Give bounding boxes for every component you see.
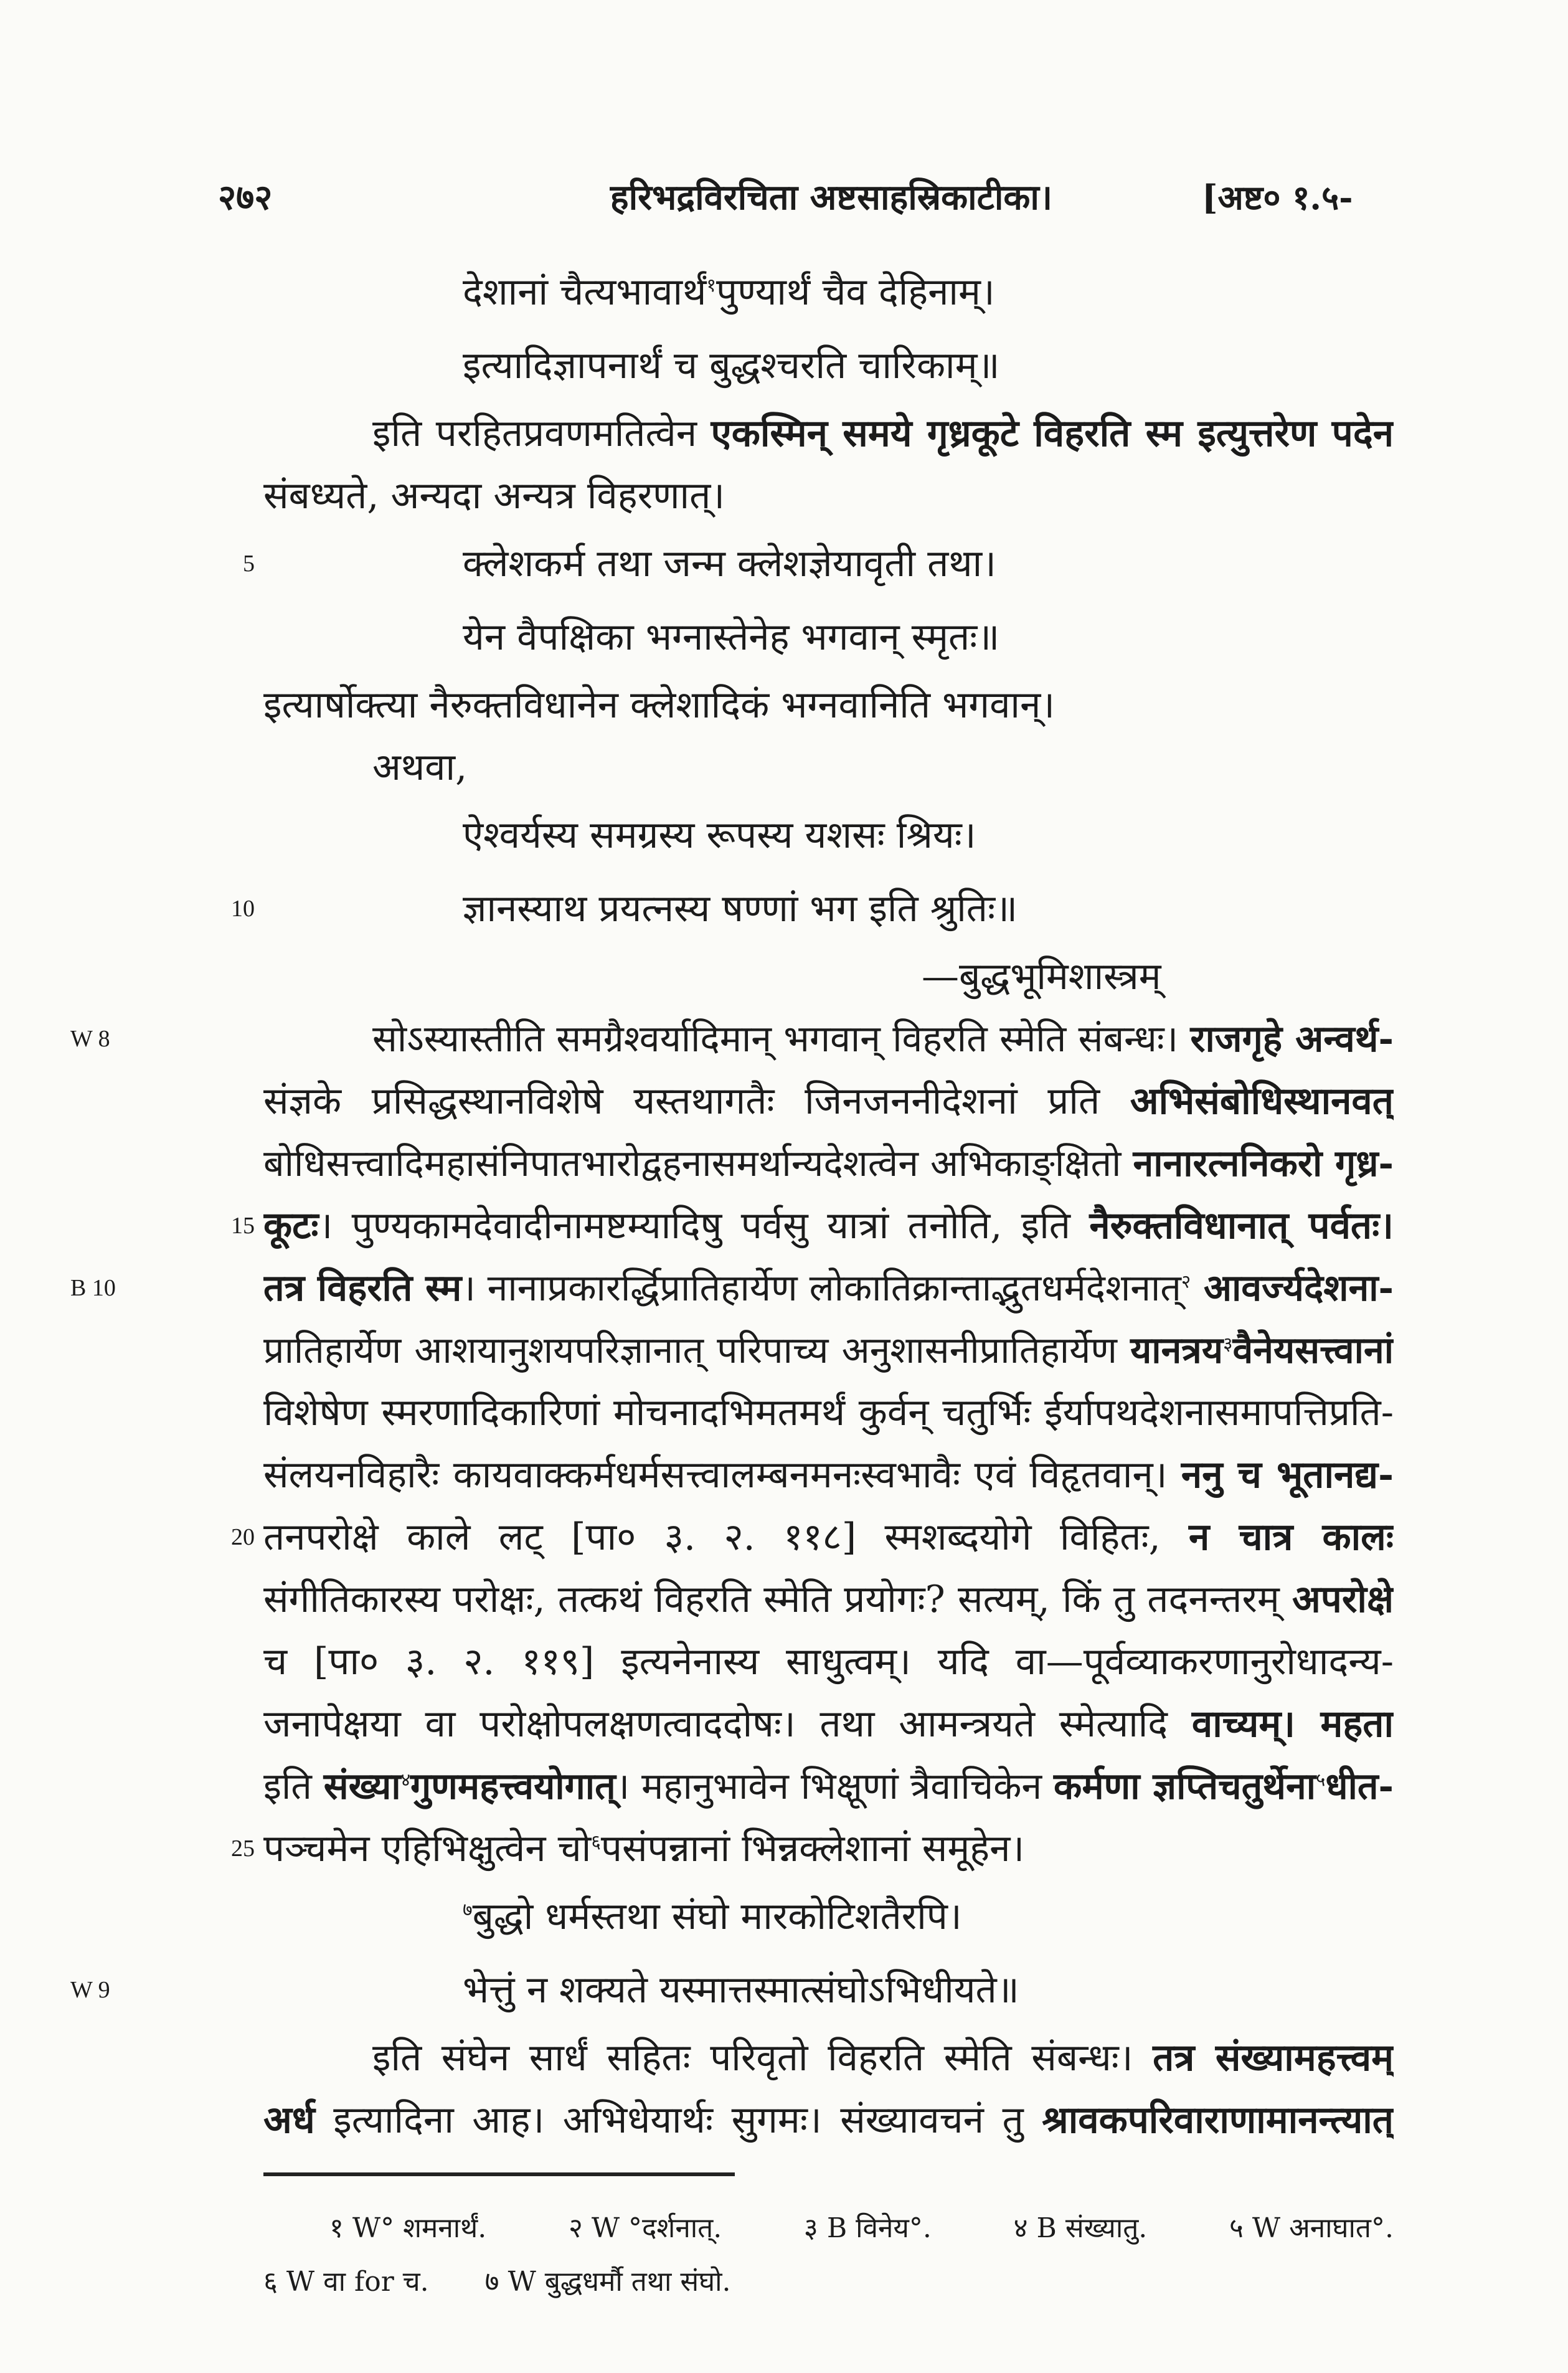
line-text bbox=[263, 798, 1394, 872]
footnote-number: ४ bbox=[1013, 2212, 1028, 2244]
text-line bbox=[263, 402, 1394, 465]
line-text bbox=[263, 1693, 1394, 1755]
text-segment: इति परहितप्रवणमतित्वेन bbox=[372, 412, 711, 455]
section-reference: [अष्ट० १.५- bbox=[1202, 178, 1353, 217]
text-line bbox=[263, 1631, 1394, 1693]
text-segment: पञ्चमेन एहिभिक्षुत्वेन चो bbox=[263, 1827, 592, 1870]
footnote bbox=[263, 2255, 429, 2309]
text-line bbox=[263, 674, 1394, 736]
footnote-number: ५ bbox=[1229, 2212, 1244, 2244]
text-segment: तनपरोक्षे काले लट् [पा० ३. २. ११८] स्मशब्दयोगे विहितः, bbox=[263, 1515, 1189, 1559]
text-segment: पसंपन्नानां भिन्नक्लेशानां समूहेन। bbox=[600, 1827, 1025, 1870]
text-segment: यानत्रय bbox=[1130, 1329, 1224, 1371]
line-text bbox=[263, 1880, 1394, 1953]
line-number: 15 bbox=[231, 1213, 255, 1239]
line-number: 20 bbox=[231, 1524, 255, 1550]
line-text bbox=[263, 945, 1394, 1008]
text-segment: इत्यार्षोक्त्या नैरुक्तविधानेन क्लेशादिकं भग्नवानिति भगवान्। bbox=[263, 683, 1056, 727]
line-text bbox=[263, 1444, 1394, 1506]
text-segment: एकस्मिन् समये गृध्रकूटे विहरति स्म इत्युत्तरेण पदेन bbox=[711, 412, 1394, 455]
text-line bbox=[263, 465, 1394, 527]
footnote-text: W वा for च. bbox=[286, 2266, 429, 2298]
text-line bbox=[263, 1755, 1394, 1817]
text-segment: इत्यादिना आह। अभिधेयार्थः सुगमः। संख्यावचनं तु bbox=[314, 2098, 1042, 2142]
line-text bbox=[263, 402, 1394, 465]
line-text bbox=[263, 872, 1394, 945]
text-line bbox=[263, 1319, 1394, 1381]
text-line bbox=[263, 2089, 1394, 2151]
verse-line bbox=[263, 255, 1394, 329]
text-segment: राजगृहे अन्वर्थ- bbox=[1190, 1017, 1394, 1060]
footnote-number: २ bbox=[568, 2212, 583, 2244]
footnote-text: W बुद्धधर्मौ तथा संघो. bbox=[508, 2266, 731, 2298]
line-text bbox=[263, 1506, 1394, 1568]
footnote bbox=[569, 2202, 722, 2255]
text-segment: श्रावकपरिवाराणामानन्त्यात् bbox=[1042, 2098, 1394, 2142]
text-line bbox=[263, 1444, 1394, 1506]
footnote-number: ७ bbox=[484, 2266, 499, 2298]
footnote-number: ६ bbox=[263, 2266, 278, 2298]
text-segment: इत्यादिज्ञापनार्थं च बुद्धश्चरति चारिकाम्॥ bbox=[463, 344, 1000, 387]
text-line bbox=[263, 736, 1394, 798]
footnote bbox=[804, 2202, 932, 2255]
text-segment: इति bbox=[263, 1764, 324, 1807]
text-line bbox=[263, 1132, 1394, 1195]
page-number: २७२ bbox=[218, 177, 273, 218]
text-segment: धीत- bbox=[1325, 1764, 1394, 1807]
footnote bbox=[485, 2255, 731, 2309]
text-segment: संख्या bbox=[323, 1764, 401, 1807]
line-text bbox=[263, 465, 1394, 527]
footnote-marker: ३ bbox=[1223, 1333, 1233, 1355]
body-text bbox=[70, 255, 1394, 2151]
text-segment: भेत्तुं न शक्यते यस्मात्तस्मात्संघोऽभिधीयते॥ bbox=[463, 1968, 1019, 2012]
text-segment: वैनेयसत्त्वानां bbox=[1232, 1329, 1394, 1371]
line-text bbox=[263, 736, 1394, 798]
text-segment: प्रातिहार्येण आशयानुशयपरिज्ञानात् परिपाच्य अनुशासनीप्रातिहार्येण bbox=[263, 1329, 1131, 1371]
line-text bbox=[263, 255, 1394, 329]
line-text bbox=[263, 1319, 1394, 1381]
line-number: 25 bbox=[231, 1835, 255, 1862]
text-segment: आवर्ज्यदेशना- bbox=[1191, 1266, 1394, 1309]
margin-reference: B 10 bbox=[70, 1275, 116, 1301]
line-text bbox=[263, 1008, 1394, 1070]
text-segment: तत्र विहरति स्म bbox=[263, 1266, 462, 1309]
line-text bbox=[263, 2089, 1394, 2151]
text-segment: तत्र संख्यामहत्त्वम् bbox=[1153, 2036, 1394, 2080]
line-text bbox=[263, 600, 1394, 674]
text-segment: अर्ध bbox=[263, 2098, 315, 2142]
text-segment: ननु च भूतानद्य- bbox=[1181, 1453, 1394, 1497]
text-segment: नानारत्ननिकरो गृध्र- bbox=[1133, 1142, 1394, 1185]
footnote-number: १ bbox=[329, 2212, 344, 2244]
text-segment: ज्ञानस्याथ प्रयत्नस्य षण्णां भग इति श्रुतिः॥ bbox=[463, 887, 1018, 931]
text-segment: संज्ञके प्रसिद्धस्थानविशेषे यस्तथागतैः जिनजननीदेशनां प्रति bbox=[263, 1079, 1130, 1123]
text-segment: वाच्यम्। महता bbox=[1191, 1702, 1394, 1746]
text-line bbox=[263, 1070, 1394, 1132]
footnote-marker: ६ bbox=[591, 1831, 601, 1853]
text-segment: —बुद्धभूमिशास्त्रम् bbox=[922, 955, 1161, 998]
footnote-marker: ७ bbox=[463, 1899, 473, 1921]
line-text bbox=[263, 1381, 1394, 1444]
text-segment: अभिसंबोधिस्थानवत् bbox=[1130, 1079, 1394, 1123]
line-text bbox=[263, 1257, 1394, 1319]
footnote-marker: ४ bbox=[400, 1769, 411, 1791]
footnote-marker: ५ bbox=[1315, 1769, 1326, 1791]
verse-line bbox=[263, 600, 1394, 674]
text-line bbox=[231, 1506, 1394, 1568]
footnote bbox=[329, 2202, 486, 2255]
text-line bbox=[263, 1568, 1394, 1631]
footnote-text: W °दर्शनात्. bbox=[591, 2212, 722, 2244]
text-segment: क्लेशकर्म तथा जन्म क्लेशज्ञेयावृती तथा। bbox=[463, 542, 996, 585]
text-segment: संलयनविहारैः कायवाक्कर्मधर्मसत्त्वालम्बनमनःस्वभावैः एवं विहृतवान्। bbox=[263, 1453, 1181, 1497]
text-segment: च [पा० ३. २. ११९] इत्यनेनास्य साधुत्वम्। यदि वा—पूर्वव्याकरणानुरोधादन्य- bbox=[263, 1640, 1394, 1684]
text-segment: अथवा, bbox=[372, 746, 468, 789]
line-text bbox=[263, 1070, 1394, 1132]
text-segment: येन वैपक्षिका भग्नास्तेनेह भगवान् स्मृतः॥ bbox=[463, 615, 1000, 659]
text-line bbox=[263, 1381, 1394, 1444]
text-segment: सोऽस्यास्तीति समग्रैश्वर्यादिमान् भगवान् विहरति स्मेति संबन्धः। bbox=[372, 1017, 1191, 1060]
text-segment: गुणमहत्त्वयोगात् bbox=[410, 1764, 616, 1807]
text-segment: ऐश्वर्यस्य समग्रस्य रूपस्य यशसः श्रियः। bbox=[463, 813, 976, 857]
running-title: हरिभद्रविरचिता अष्टसाहस्रिकाटीका। bbox=[610, 177, 1053, 218]
text-segment: देशानां चैत्यभावार्थं bbox=[463, 270, 707, 314]
verse-line bbox=[263, 1880, 1394, 1953]
text-segment: बोधिसत्त्वादिमहासंनिपातभारोद्वहनासमर्थान्यदेशत्वेन अभिकाङ्क्षितो bbox=[263, 1142, 1133, 1185]
footnote-row bbox=[263, 2202, 1394, 2255]
footnote-text: B विनेय°. bbox=[826, 2212, 932, 2244]
verse-line bbox=[263, 798, 1394, 872]
margin-reference: W 8 bbox=[70, 1026, 110, 1052]
text-segment: बुद्धो धर्मस्तथा संघो मारकोटिशतैरपि। bbox=[472, 1895, 962, 1938]
text-segment: अपरोक्षे bbox=[1292, 1578, 1394, 1621]
line-text bbox=[263, 2027, 1394, 2089]
line-text bbox=[263, 674, 1394, 736]
footnote-text: B संख्यातु. bbox=[1036, 2212, 1148, 2244]
text-line bbox=[231, 1817, 1394, 1880]
text-segment: जनापेक्षया वा परोक्षोपलक्षणत्वाददोषः। तथा आमन्त्रयते स्मेत्यादि bbox=[263, 1702, 1192, 1746]
text-segment: कूटः bbox=[263, 1204, 319, 1248]
text-segment: विशेषेण स्मरणादिकारिणां मोचनादभिमतमर्थं कुर्वन् चतुर्भिः ईर्यापथदेशनासमापत्तिप्रति- bbox=[263, 1391, 1394, 1434]
footnotes bbox=[263, 2202, 1394, 2309]
line-text bbox=[263, 1953, 1394, 2027]
text-line bbox=[70, 1257, 1394, 1319]
margin-reference: W 9 bbox=[70, 1977, 110, 2003]
text-segment: । पुण्यकामदेवादीनामष्टम्यादिषु पर्वसु यात्रां तनोति, इति bbox=[318, 1204, 1090, 1248]
footnote-rule bbox=[263, 2172, 735, 2176]
text-line bbox=[231, 1195, 1394, 1257]
line-text bbox=[263, 1755, 1394, 1817]
verse-line bbox=[243, 527, 1394, 600]
footnote-number: ३ bbox=[803, 2212, 818, 2244]
text-segment: कर्मणा ज्ञप्तिचतुर्थेना bbox=[1054, 1764, 1316, 1807]
line-number: 10 bbox=[231, 896, 255, 922]
line-text bbox=[263, 1817, 1394, 1880]
footnote-marker: १ bbox=[706, 275, 716, 296]
footnote bbox=[1229, 2202, 1394, 2255]
footnote-marker: २ bbox=[1181, 1271, 1191, 1292]
line-text bbox=[263, 1132, 1394, 1195]
verse-line bbox=[263, 329, 1394, 402]
text-line bbox=[263, 2027, 1394, 2089]
line-text bbox=[263, 1631, 1394, 1693]
verse-line bbox=[231, 872, 1394, 945]
attribution-line bbox=[263, 945, 1394, 1008]
text-line bbox=[263, 1693, 1394, 1755]
text-segment: । नानाप्रकारर्द्धिप्रातिहार्येण लोकातिक्रान्ताद्भुतधर्मदेशनात् bbox=[461, 1266, 1181, 1309]
text-segment: संगीतिकारस्य परोक्षः, तत्कथं विहरति स्मेति प्रयोगः? सत्यम्, किं तु तदनन्तरम् bbox=[263, 1578, 1292, 1621]
line-text bbox=[263, 1195, 1394, 1257]
text-segment: नैरुक्तविधानात् पर्वतः। bbox=[1089, 1204, 1394, 1248]
text-segment: । महानुभावेन भिक्षूणां त्रैवाचिकेन bbox=[615, 1764, 1054, 1807]
line-text bbox=[263, 1568, 1394, 1631]
footnote-text: W अनाघात°. bbox=[1252, 2212, 1394, 2244]
verse-line bbox=[70, 1953, 1394, 2027]
text-segment: पुण्यार्थं चैव देहिनाम्। bbox=[716, 270, 995, 314]
line-text bbox=[263, 329, 1394, 402]
footnote bbox=[1014, 2202, 1148, 2255]
line-number: 5 bbox=[243, 551, 255, 577]
text-segment: संबध्यते, अन्यदा अन्यत्र विहरणात्। bbox=[263, 474, 725, 518]
line-text bbox=[263, 527, 1394, 600]
footnote-row bbox=[263, 2255, 1394, 2309]
text-segment: न चात्र कालः bbox=[1189, 1515, 1394, 1559]
text-segment: इति संघेन सार्धं सहितः परिवृतो विहरति स्मेति संबन्धः। bbox=[372, 2036, 1153, 2080]
text-line bbox=[70, 1008, 1394, 1070]
footnote-text: W° शमनार्थं. bbox=[352, 2212, 487, 2244]
